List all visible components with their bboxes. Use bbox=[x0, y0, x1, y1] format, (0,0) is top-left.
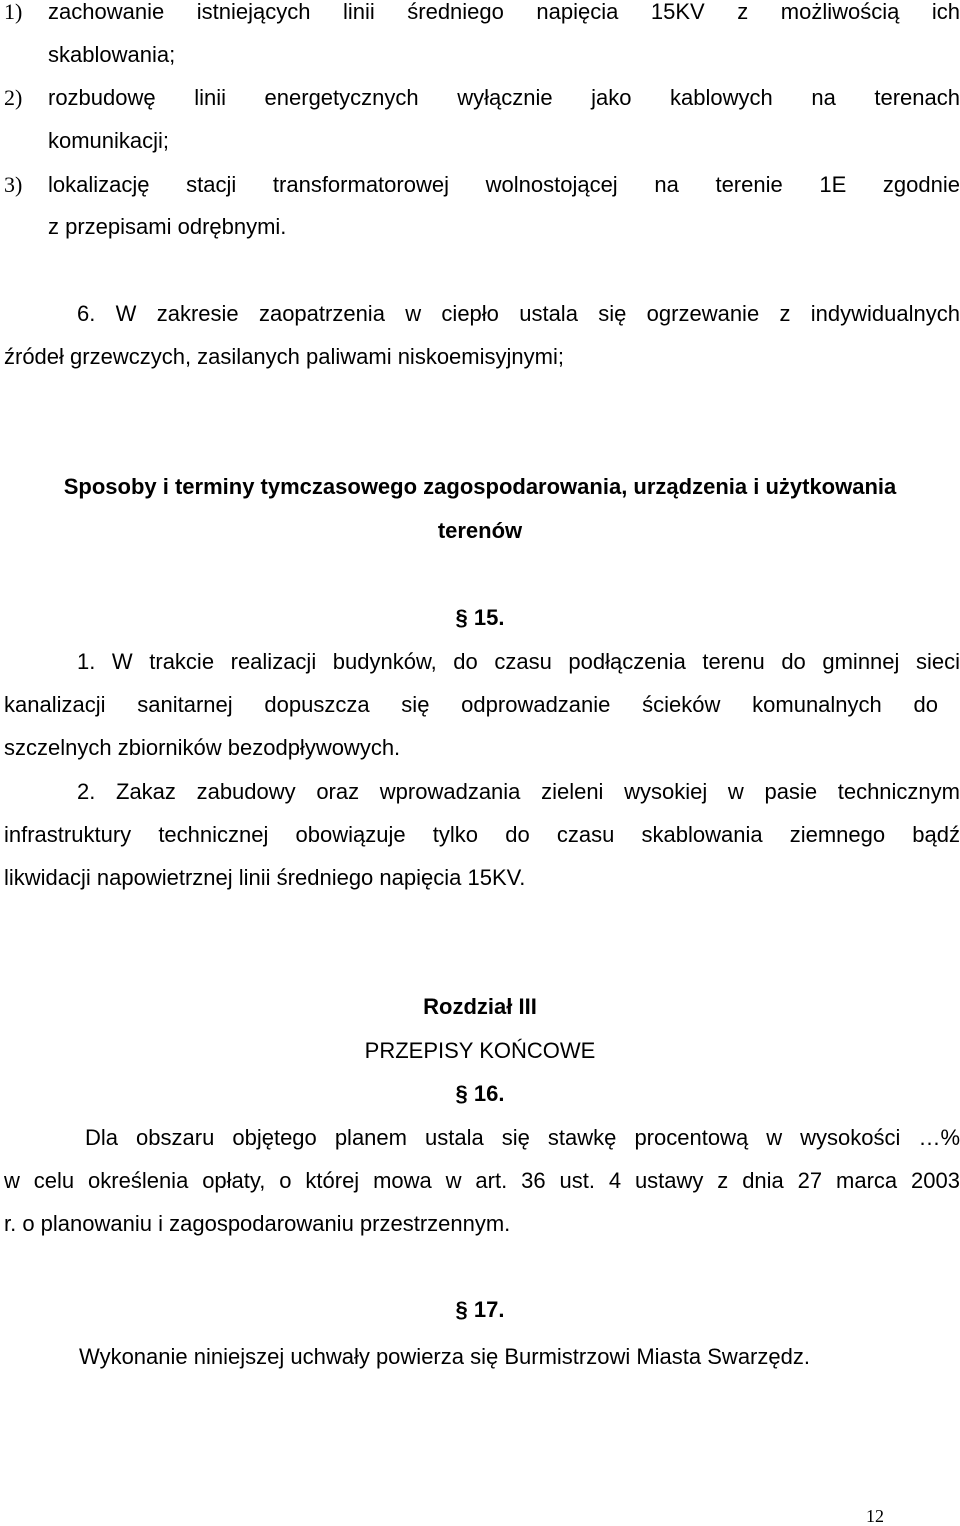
list-item-3-text-cont: z przepisami odrębnymi. bbox=[48, 214, 287, 239]
paragraph-16-mark: § 16. bbox=[455, 1081, 505, 1106]
point-6-text: 6. W zakresie zaopatrzenia w ciepło ustala się ogrzewanie z indywidualnych bbox=[77, 301, 960, 326]
page-number: 12 bbox=[866, 1506, 884, 1526]
par15-point-1-cont: kanalizacji sanitarnej dopuszcza się odprowadzanie ścieków komunalnych do bbox=[4, 692, 938, 717]
list-item-1-text-cont: skablowania; bbox=[48, 42, 176, 67]
section-heading: Sposoby i terminy tymczasowego zagospodarowania, urządzenia i użytkowania bbox=[63, 474, 897, 499]
par17-text: Wykonanie niniejszej uchwały powierza się Burmistrzowi Miasta Swarzędz. bbox=[79, 1344, 810, 1369]
list-item-2-number: 2) bbox=[4, 85, 23, 110]
par15-point-2: 2. Zakaz zabudowy oraz wprowadzania zieleni wysokiej w pasie technicznym bbox=[77, 779, 960, 804]
par16-text-cont: w celu określenia opłaty, o której mowa w art. 36 ust. 4 ustawy z dnia 27 marca 2003 bbox=[4, 1168, 960, 1193]
chapter-title: Rozdział III bbox=[423, 994, 537, 1019]
list-item-3-number: 3) bbox=[4, 172, 23, 197]
list-item-3-text: lokalizację stacji transformatorowej wolnostojącej na terenie 1E zgodnie bbox=[48, 172, 960, 197]
par15-point-1-end: szczelnych zbiorników bezodpływowych. bbox=[4, 735, 401, 760]
par15-point-2-cont: infrastruktury technicznej obowiązuje tylko do czasu skablowania ziemnego bądź bbox=[4, 822, 960, 847]
paragraph-15-mark: § 15. bbox=[455, 605, 505, 630]
paragraph-17-mark: § 17. bbox=[455, 1297, 505, 1322]
section-heading-cont: terenów bbox=[437, 518, 523, 543]
list-item-1-number: 1) bbox=[4, 0, 23, 24]
chapter-subtitle: PRZEPISY KOŃCOWE bbox=[364, 1038, 596, 1063]
par15-point-2-end: likwidacji napowietrznej linii średniego napięcia 15KV. bbox=[4, 865, 526, 890]
list-item-2-text: rozbudowę linii energetycznych wyłącznie jako kablowych na terenach bbox=[48, 85, 960, 110]
list-item-1-text: zachowanie istniejących linii średniego napięcia 15KV z możliwością ich bbox=[48, 0, 960, 24]
point-6-text-cont: źródeł grzewczych, zasilanych paliwami niskoemisyjnymi; bbox=[4, 344, 564, 369]
list-item-2-text-cont: komunikacji; bbox=[48, 128, 170, 153]
par16-text: Dla obszaru objętego planem ustala się stawkę procentową w wysokości …% bbox=[85, 1125, 960, 1150]
par15-point-1: 1. W trakcie realizacji budynków, do czasu podłączenia terenu do gminnej sieci bbox=[77, 649, 960, 674]
par16-text-end: r. o planowaniu i zagospodarowaniu przestrzennym. bbox=[4, 1211, 511, 1236]
